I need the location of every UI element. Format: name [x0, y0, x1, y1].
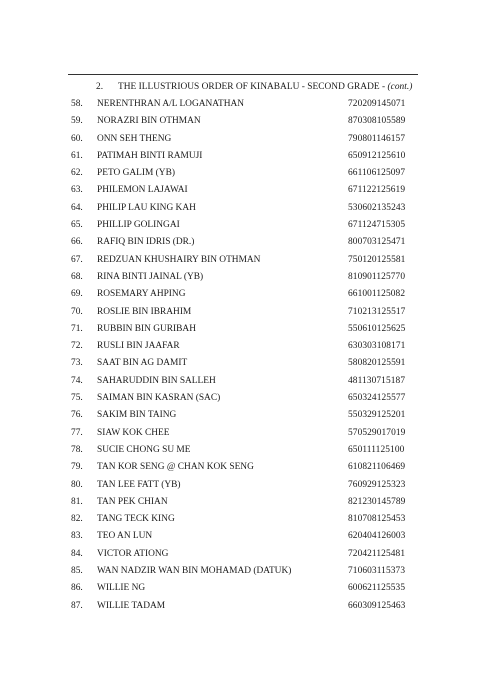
section-number: 2.	[96, 82, 104, 92]
item-number: 81.	[71, 496, 83, 507]
item-number: 74.	[71, 375, 83, 386]
recipient-id-number: 671122125619	[348, 185, 406, 196]
list-item	[0, 286, 486, 303]
item-number: 79.	[71, 462, 83, 473]
item-number: 86.	[71, 583, 83, 594]
list-item	[0, 234, 486, 251]
list-item	[0, 252, 486, 269]
recipient-name: PHILEMON LAJAWAI	[97, 185, 188, 196]
recipient-name: WAN NADZIR WAN BIN MOHAMAD (DATUK)	[97, 566, 292, 577]
recipient-name: SAKIM BIN TAING	[97, 410, 177, 421]
recipient-list	[0, 96, 486, 615]
recipient-id-number: 650324125577	[348, 393, 406, 404]
item-number: 85.	[71, 566, 83, 577]
item-number: 82.	[71, 514, 83, 525]
recipient-name: TANG TECK KING	[97, 514, 175, 525]
list-item	[0, 390, 486, 407]
item-number: 87.	[71, 600, 83, 611]
list-item	[0, 459, 486, 476]
recipient-name: RAFIQ BIN IDRIS (DR.)	[97, 237, 195, 248]
item-number: 75.	[71, 393, 83, 404]
recipient-name: RUSLI BIN JAAFAR	[97, 341, 180, 352]
item-number: 73.	[71, 358, 83, 369]
list-item	[0, 494, 486, 511]
list-item	[0, 442, 486, 459]
recipient-id-number: 650912125610	[348, 150, 406, 161]
recipient-name: RUBBIN BIN GURIBAH	[97, 323, 196, 334]
list-item	[0, 338, 486, 355]
list-item	[0, 200, 486, 217]
recipient-name: WILLIE NG	[97, 583, 146, 594]
item-number: 70.	[71, 306, 83, 317]
item-number: 62.	[71, 168, 83, 179]
recipient-id-number: 661106125097	[348, 168, 406, 179]
item-number: 76.	[71, 410, 83, 421]
item-number: 63.	[71, 185, 83, 196]
recipient-id-number: 661001125082	[348, 289, 406, 300]
recipient-id-number: 600621125535	[348, 583, 406, 594]
recipient-name: TAN LEE FATT (YB)	[97, 479, 181, 490]
recipient-name: WILLIE TADAM	[97, 600, 166, 611]
item-number: 68.	[71, 271, 83, 282]
list-item	[0, 407, 486, 424]
recipient-id-number: 530602135243	[348, 202, 406, 213]
list-item	[0, 373, 486, 390]
recipient-name: ONN SEH THENG	[97, 133, 172, 144]
recipient-name: SIAW KOK CHEE	[97, 427, 170, 438]
recipient-id-number: 550329125201	[348, 410, 406, 421]
list-item	[0, 546, 486, 563]
list-item	[0, 217, 486, 234]
list-item	[0, 321, 486, 338]
recipient-id-number: 630303108171	[348, 341, 406, 352]
list-item	[0, 598, 486, 615]
recipient-id-number: 580820125591	[348, 358, 406, 369]
list-item	[0, 113, 486, 130]
item-number: 72.	[71, 341, 83, 352]
recipient-name: SAAT BIN AG DAMIT	[97, 358, 188, 369]
item-number: 77.	[71, 427, 83, 438]
recipient-name: VICTOR ATIONG	[97, 548, 169, 559]
list-item	[0, 304, 486, 321]
list-item	[0, 425, 486, 442]
recipient-id-number: 620404126003	[348, 531, 406, 542]
item-number: 64.	[71, 202, 83, 213]
top-rule	[68, 74, 418, 75]
recipient-id-number: 570529017019	[348, 427, 406, 438]
recipient-id-number: 790801146157	[348, 133, 406, 144]
recipient-id-number: 671124715305	[348, 220, 406, 231]
item-number: 66.	[71, 237, 83, 248]
recipient-id-number: 760929125323	[348, 479, 406, 490]
item-number: 65.	[71, 220, 83, 231]
item-number: 69.	[71, 289, 83, 300]
recipient-name: TAN PEK CHIAN	[97, 496, 168, 507]
list-item	[0, 131, 486, 148]
recipient-name: TEO AN LUN	[97, 531, 153, 542]
list-item	[0, 477, 486, 494]
item-number: 71.	[71, 323, 83, 334]
item-number: 60.	[71, 133, 83, 144]
item-number: 83.	[71, 531, 83, 542]
section-heading	[96, 82, 426, 92]
recipient-name: SUCIE CHONG SU ME	[97, 444, 191, 455]
recipient-id-number: 870308105589	[348, 116, 406, 127]
recipient-id-number: 481130715187	[348, 375, 406, 386]
recipient-id-number: 810708125453	[348, 514, 406, 525]
item-number: 80.	[71, 479, 83, 490]
recipient-name: PHILIP LAU KING KAH	[97, 202, 196, 213]
recipient-id-number: 550610125625	[348, 323, 406, 334]
list-item	[0, 148, 486, 165]
recipient-name: ROSLIE BIN IBRAHIM	[97, 306, 192, 317]
list-item	[0, 269, 486, 286]
recipient-name: NERENTHRAN A/L LOGANATHAN	[97, 99, 245, 109]
recipient-id-number: 810901125770	[348, 271, 406, 282]
recipient-id-number: 660309125463	[348, 600, 406, 611]
recipient-name: TAN KOR SENG @ CHAN KOK SENG	[97, 462, 254, 473]
item-number: 58.	[71, 99, 83, 109]
list-item	[0, 182, 486, 199]
recipient-id-number: 610821106469	[348, 462, 406, 473]
list-item	[0, 528, 486, 545]
recipient-name: REDZUAN KHUSHAIRY BIN OTHMAN	[97, 254, 261, 265]
item-number: 84.	[71, 548, 83, 559]
section-title: THE ILLUSTRIOUS ORDER OF KINABALU - SECOND GRADE -	[118, 82, 388, 92]
list-item	[0, 96, 486, 113]
recipient-id-number: 710213125517	[348, 306, 406, 317]
recipient-name: RINA BINTI JAINAL (YB)	[97, 271, 204, 282]
list-item	[0, 580, 486, 597]
recipient-name: NORAZRI BIN OTHMAN	[97, 116, 201, 127]
recipient-name: PATIMAH BINTI RAMUJI	[97, 150, 203, 161]
item-number: 59.	[71, 116, 83, 127]
recipient-id-number: 800703125471	[348, 237, 406, 248]
list-item	[0, 563, 486, 580]
section-continued: (cont.)	[387, 82, 413, 92]
item-number: 61.	[71, 150, 83, 161]
recipient-id-number: 720421125481	[348, 548, 406, 559]
recipient-name: PETO GALIM (YB)	[97, 168, 175, 179]
list-item	[0, 511, 486, 528]
recipient-name: SAIMAN BIN KASRAN (SAC)	[97, 393, 221, 404]
recipient-name: ROSEMARY AHPING	[97, 289, 186, 300]
recipient-id-number: 710603115373	[348, 566, 406, 577]
recipient-name: SAHARUDDIN BIN SALLEH	[97, 375, 216, 386]
recipient-id-number: 650111125100	[348, 444, 405, 455]
recipient-id-number: 821230145789	[348, 496, 406, 507]
item-number: 78.	[71, 444, 83, 455]
list-item	[0, 165, 486, 182]
list-item	[0, 355, 486, 372]
recipient-id-number: 750120125581	[348, 254, 406, 265]
recipient-id-number: 720209145071	[348, 99, 406, 109]
item-number: 67.	[71, 254, 83, 265]
recipient-name: PHILLIP GOLINGAI	[97, 220, 180, 231]
